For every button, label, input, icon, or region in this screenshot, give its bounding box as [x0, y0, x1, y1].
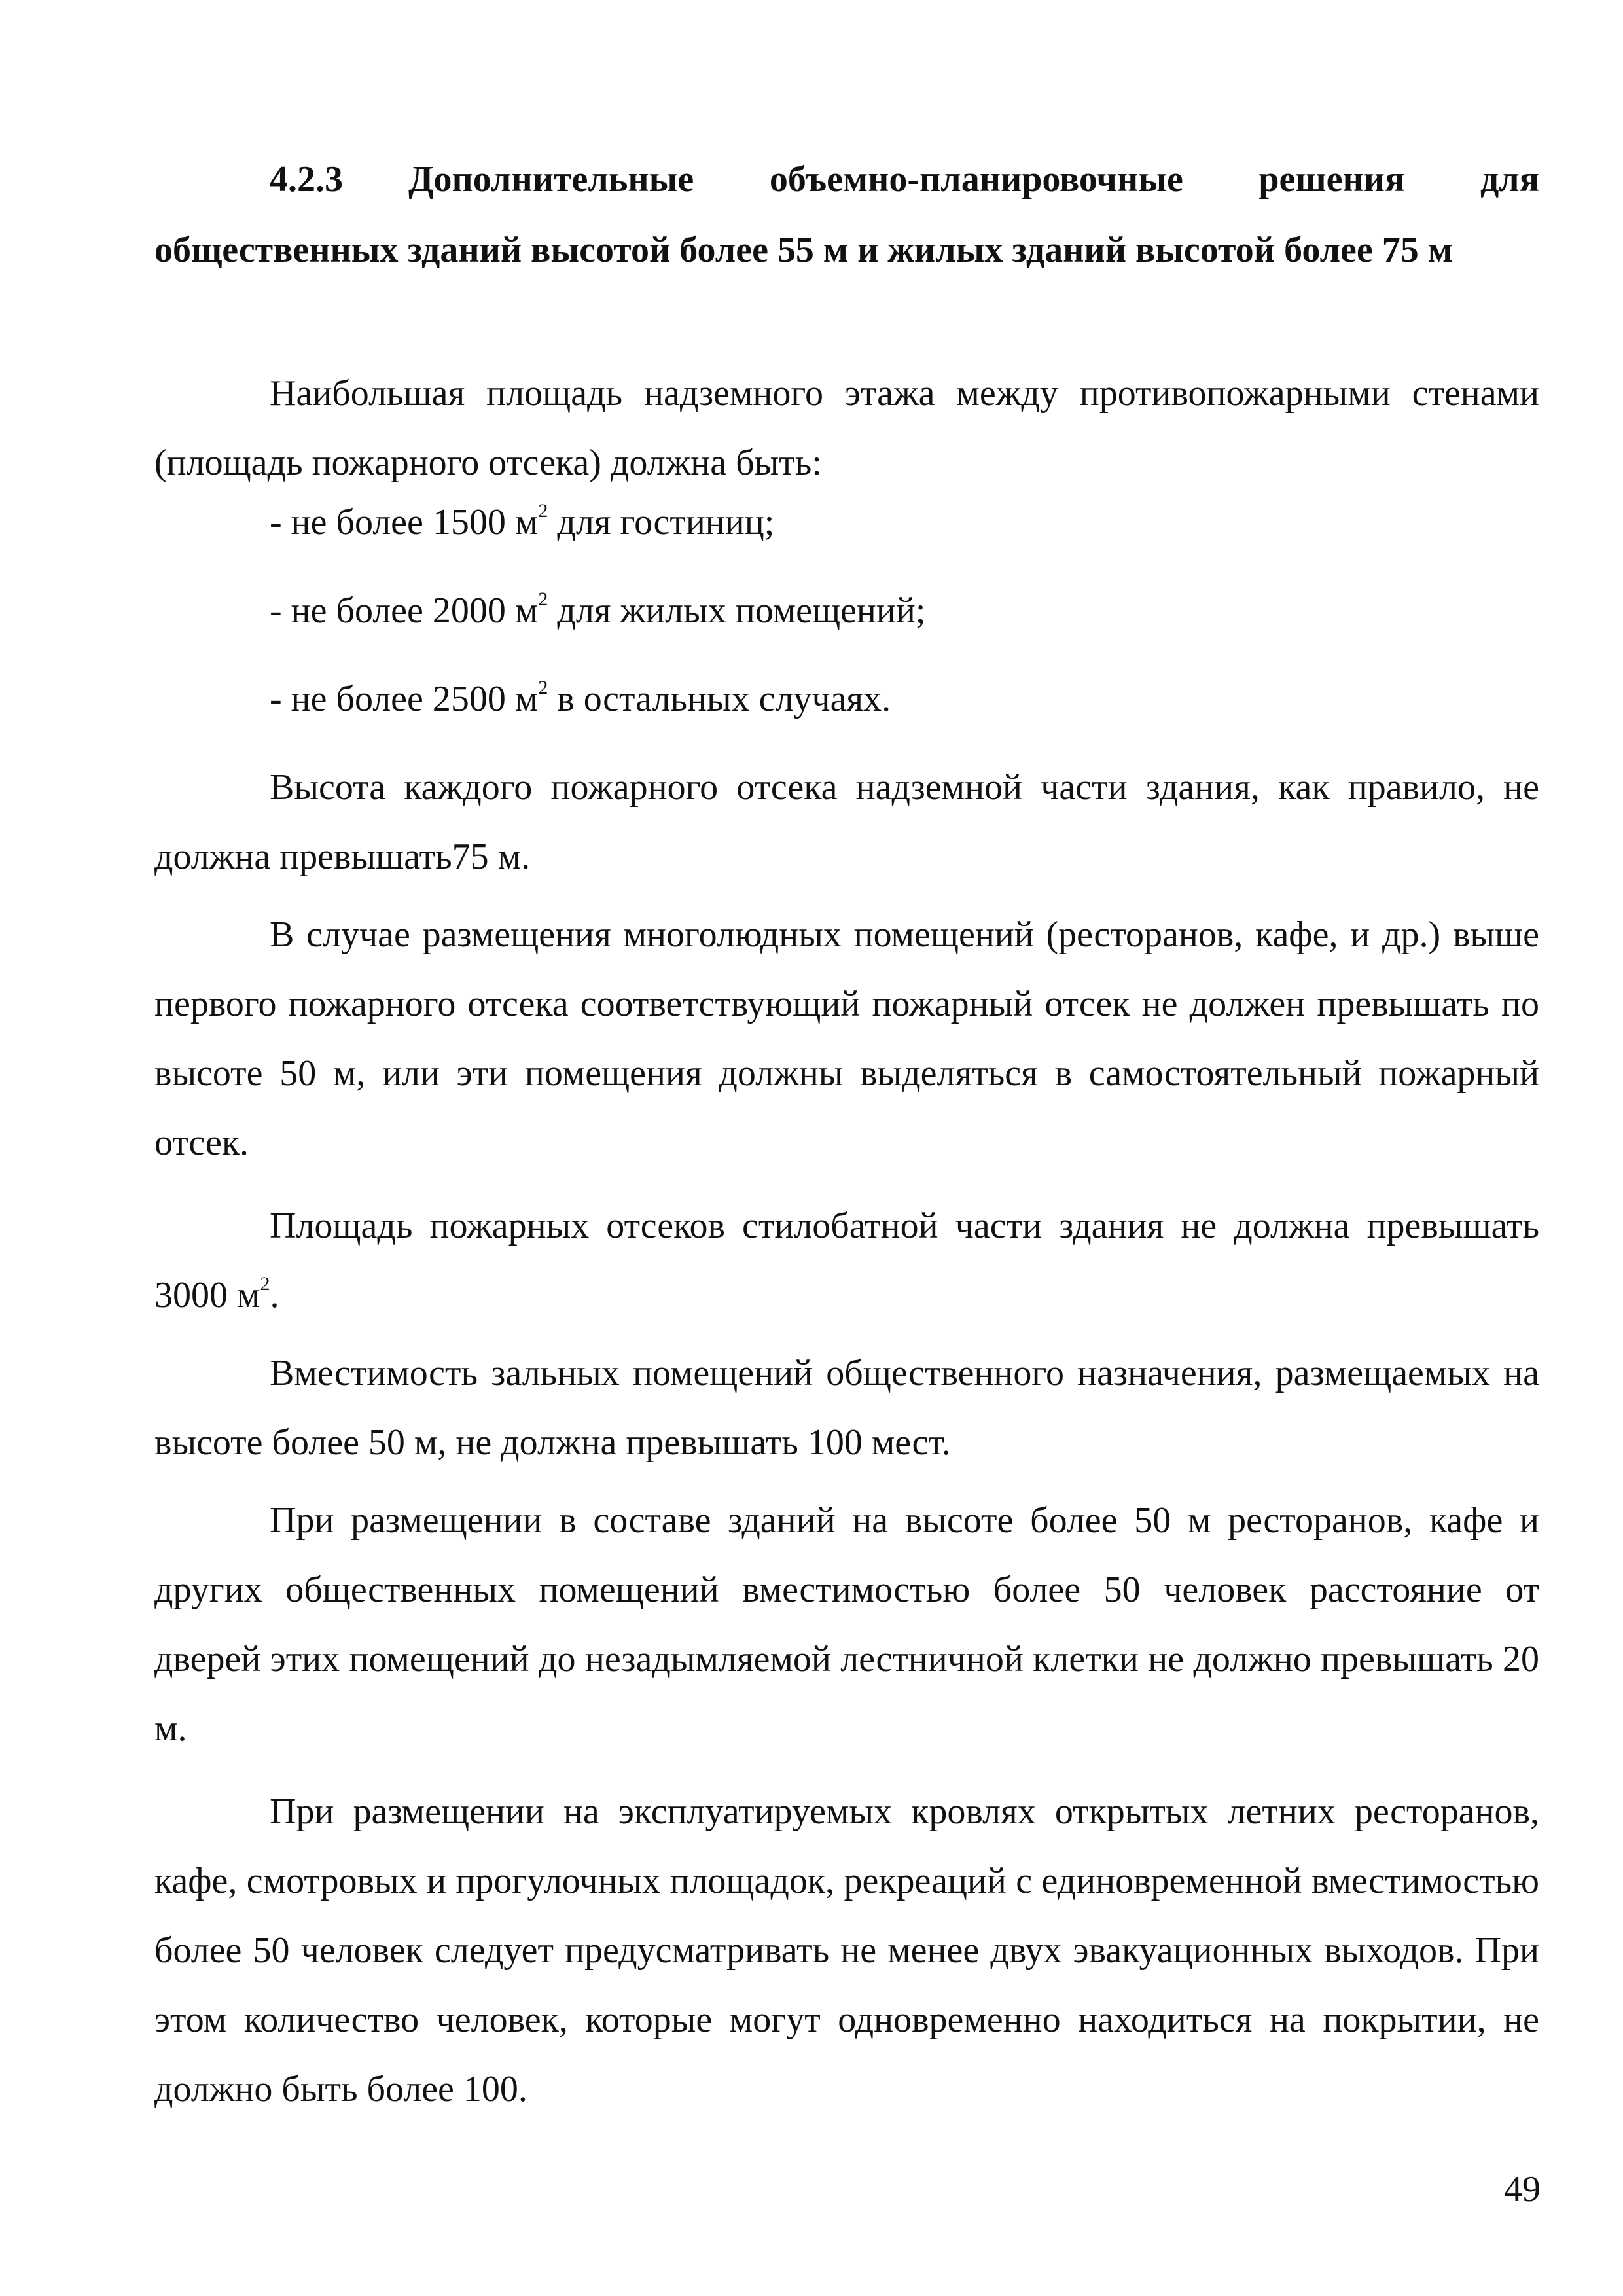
- list-item-text: для жилых помещений;: [548, 590, 926, 631]
- paragraph-text: .: [270, 1275, 279, 1316]
- superscript: 2: [538, 677, 548, 698]
- paragraph-fire-compartment-area: Наибольшая площадь надземного этажа между противопожарными стенами (площадь пожарного отсека) должна быть:: [154, 373, 1539, 483]
- superscript: 2: [538, 588, 548, 610]
- page-number: 49: [1504, 2169, 1541, 2210]
- paragraph-stylobate-area: [154, 1191, 1539, 1330]
- section-number: 4.2.3: [270, 159, 343, 200]
- list-item-text: - не более 2500 м: [270, 679, 539, 719]
- paragraph-crowded-rooms: В случае размещения многолюдных помещений (ресторанов, кафе, и др.) выше первого пожарного отсека соответствующий пожарный отсек не должен превышать по высоте 50 м, или эти помещения должны выделяться в самостоятельный пожарный отсек.: [154, 914, 1539, 1163]
- list-item-other: [154, 664, 1539, 734]
- paragraph-compartment-height: Высота каждого пожарного отсека надземной части здания, как правило, не должна превышать75 м.: [154, 767, 1539, 877]
- paragraph-roof-exits: При размещении на эксплуатируемых кровлях открытых летних ресторанов, кафе, смотровых и прогулочных площадок, рекреаций с единовременной вместимостью более 50 человек следует предусматривать не менее двух эвакуационных выходов. При этом количество человек, которые могут одновременно находиться на покрытии, не должно быть более 100.: [154, 1791, 1539, 2109]
- superscript: 2: [538, 500, 548, 522]
- paragraph-hall-capacity: Вместимость зальных помещений общественного назначения, размещаемых на высоте более 50 м, не должна превышать 100 мест.: [154, 1353, 1539, 1463]
- list-item-hotels: [154, 488, 1539, 557]
- list-item-text: в остальных случаях.: [548, 679, 891, 719]
- superscript: 2: [260, 1273, 270, 1295]
- section-title: Дополнительные объемно-планировочные решения для общественных зданий высотой более 55 м и жилых зданий высотой более 75 м: [154, 159, 1539, 270]
- list-item-text: для гостиниц;: [548, 502, 775, 543]
- list-item-text: - не более 1500 м: [270, 502, 539, 543]
- list-item-text: - не более 2000 м: [270, 590, 539, 631]
- paragraph-text: Площадь пожарных отсеков стилобатной части здания не должна превышать 3000 м: [154, 1206, 1539, 1316]
- section-heading: [154, 144, 1539, 285]
- list-item-residential: [154, 576, 1539, 645]
- paragraph-restaurant-distance: При размещении в составе зданий на высоте более 50 м ресторанов, кафе и других общественных помещений вместимостью более 50 человек расстояние от дверей этих помещений до незадымляемой лестничной клетки не должно превышать 20 м.: [154, 1500, 1539, 1749]
